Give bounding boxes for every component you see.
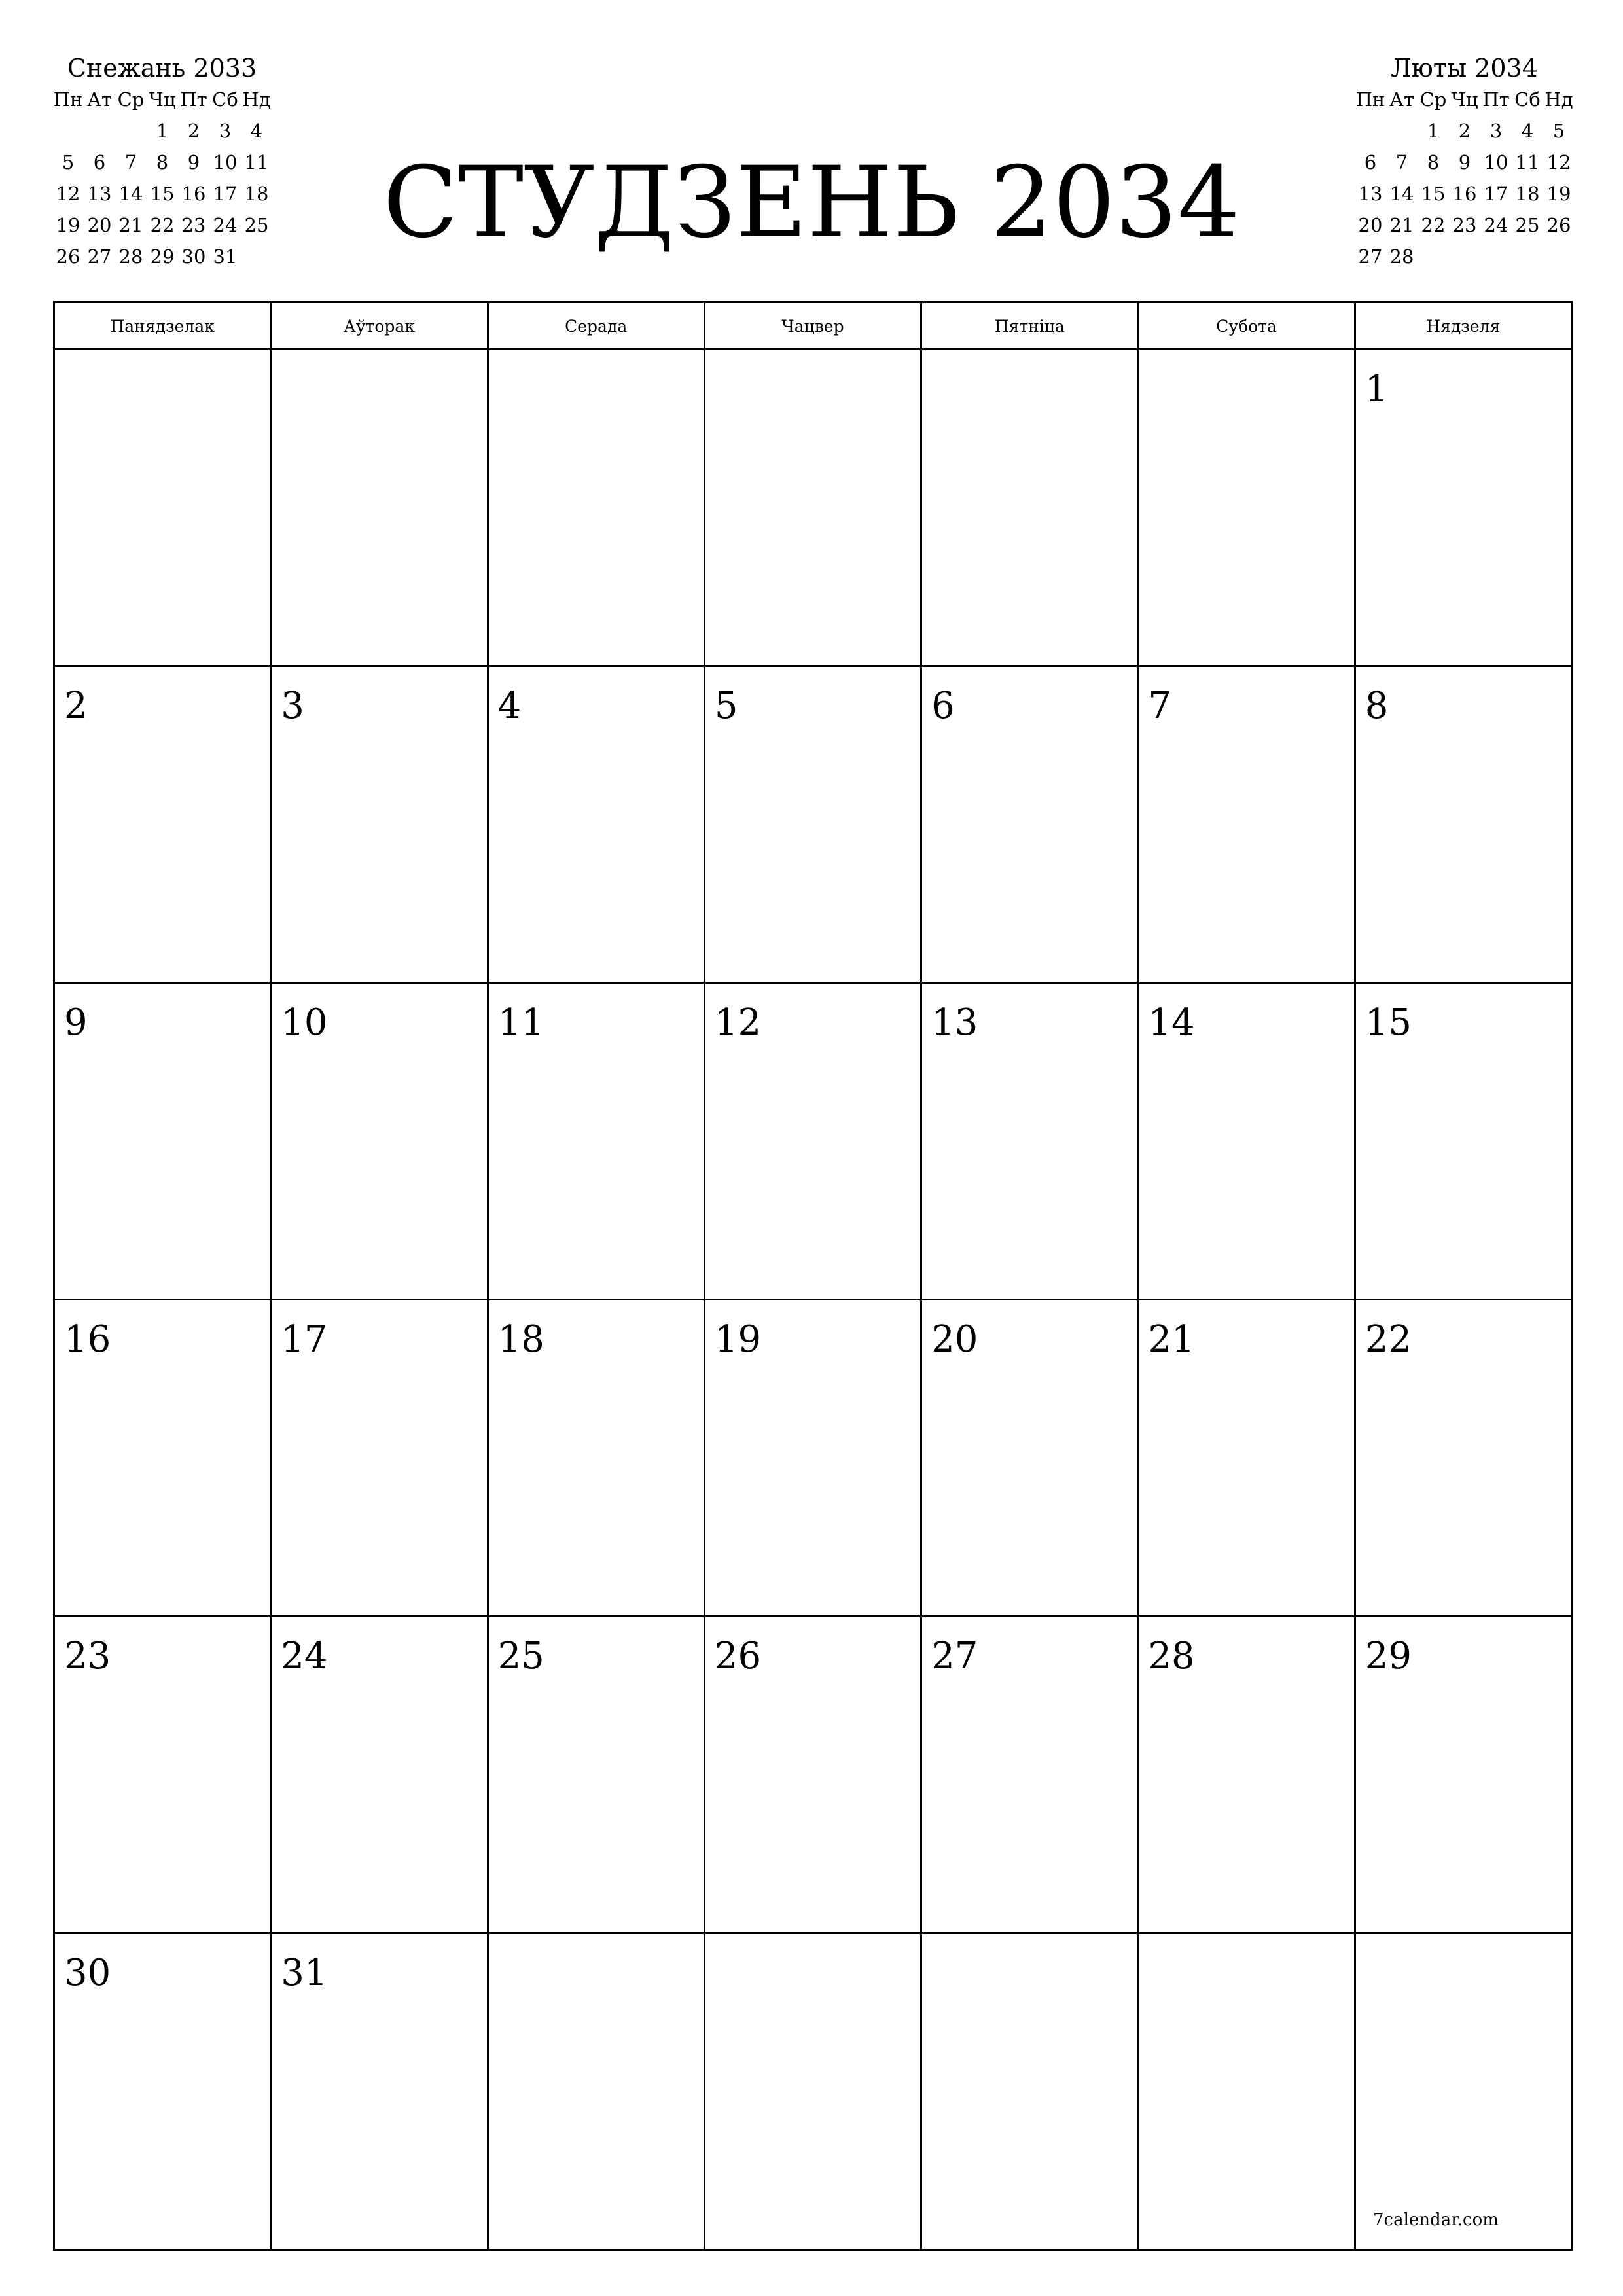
weekday-header: Пятніца (922, 303, 1139, 350)
mini-day: 24 (213, 214, 238, 236)
mini-day: 13 (1358, 183, 1383, 205)
mini-day: 30 (181, 245, 206, 268)
mini-day: 7 (124, 151, 137, 173)
mini-day (1355, 115, 1386, 147)
week-row (55, 1934, 1573, 2251)
mini-day: 22 (150, 214, 175, 236)
week-row (55, 1300, 1573, 1617)
day-cell[interactable] (922, 667, 1139, 984)
mini-day: 19 (56, 214, 80, 236)
mini-weekday: Пн (1355, 88, 1385, 111)
day-number: 26 (714, 1635, 762, 1677)
day-number: 22 (1364, 1318, 1412, 1361)
day-cell[interactable] (489, 350, 705, 667)
day-number: 9 (64, 1001, 88, 1044)
mini-day: 17 (213, 183, 238, 205)
weekday-header: Субота (1139, 303, 1355, 350)
day-number: 7 (1148, 685, 1172, 727)
day-number: 19 (714, 1318, 762, 1361)
day-number: 5 (714, 685, 738, 727)
mini-day: 28 (118, 245, 143, 268)
day-number: 10 (281, 1001, 328, 1044)
mini-day: 11 (1515, 151, 1540, 173)
day-number: 8 (1364, 685, 1389, 727)
day-number: 31 (281, 1952, 328, 1994)
weekday-header-row (55, 303, 1573, 350)
day-cell[interactable] (1139, 1617, 1355, 1934)
mini-day: 24 (1484, 214, 1508, 236)
mini-day: 6 (93, 151, 106, 173)
mini-day: 9 (1458, 151, 1471, 173)
mini-day: 7 (1395, 151, 1408, 173)
day-number: 1 (1364, 368, 1389, 410)
day-cell[interactable] (1356, 1934, 1573, 2251)
day-cell[interactable] (55, 350, 272, 667)
mini-calendar-next (1355, 52, 1574, 272)
mini-day: 15 (150, 183, 175, 205)
day-number: 12 (714, 1001, 762, 1044)
mini-day: 21 (1389, 214, 1414, 236)
day-cell[interactable] (1139, 1934, 1355, 2251)
month-grid (53, 301, 1573, 2251)
mini-day: 10 (213, 151, 238, 173)
day-number: 6 (931, 685, 955, 727)
mini-day: 28 (1389, 245, 1414, 268)
day-number: 28 (1148, 1635, 1195, 1677)
mini-weekday: Ср (117, 88, 145, 111)
mini-day: 4 (250, 120, 263, 142)
day-number: 18 (497, 1318, 544, 1361)
mini-day: 5 (1552, 120, 1565, 142)
mini-day: 25 (244, 214, 269, 236)
day-cell[interactable] (1356, 1300, 1573, 1617)
day-number: 24 (281, 1635, 328, 1677)
day-number: 20 (931, 1318, 978, 1361)
mini-day: 27 (1358, 245, 1383, 268)
footer-credit: 7calendar.com (1373, 2210, 1499, 2230)
mini-day: 5 (62, 151, 75, 173)
mini-day: 23 (1452, 214, 1477, 236)
day-cell[interactable] (1356, 667, 1573, 984)
day-cell[interactable] (705, 984, 922, 1300)
mini-day: 10 (1484, 151, 1508, 173)
day-cell[interactable] (1139, 350, 1355, 667)
day-cell[interactable] (55, 1617, 272, 1934)
mini-day: 14 (118, 183, 143, 205)
mini-weekday: Пт (1482, 88, 1510, 111)
mini-day: 18 (244, 183, 269, 205)
mini-day (115, 115, 147, 147)
week-row (55, 350, 1573, 667)
day-cell[interactable] (922, 1300, 1139, 1617)
day-cell[interactable] (922, 1934, 1139, 2251)
week-row (55, 667, 1573, 984)
day-cell[interactable] (489, 1934, 705, 2251)
mini-day (52, 115, 84, 147)
mini-calendar-prev-title: Снежань 2033 (67, 54, 257, 82)
mini-day: 8 (1427, 151, 1440, 173)
mini-weekday: Ср (1419, 88, 1447, 111)
mini-day (84, 115, 115, 147)
mini-day: 20 (87, 214, 112, 236)
day-cell[interactable] (489, 667, 705, 984)
mini-day: 18 (1515, 183, 1540, 205)
day-cell[interactable] (1139, 667, 1355, 984)
mini-day: 25 (1515, 214, 1540, 236)
mini-calendar-prev-grid (52, 84, 272, 272)
mini-weekday: Пн (53, 88, 83, 111)
mini-weekday: Чц (1451, 88, 1478, 111)
day-number: 30 (64, 1952, 111, 1994)
mini-weekday: Ат (86, 88, 112, 111)
day-cell[interactable] (489, 984, 705, 1300)
mini-weekday: Нд (1544, 88, 1573, 111)
day-cell[interactable] (705, 350, 922, 667)
day-number: 13 (931, 1001, 978, 1044)
mini-day: 1 (1427, 120, 1440, 142)
mini-weekday: Чц (149, 88, 176, 111)
mini-day: 23 (181, 214, 206, 236)
day-cell[interactable] (705, 667, 922, 984)
day-cell[interactable] (489, 1617, 705, 1934)
mini-day: 2 (187, 120, 200, 142)
mini-day: 15 (1421, 183, 1446, 205)
day-cell[interactable] (55, 984, 272, 1300)
page-title: СТУДЗЕНЬ 2034 (383, 146, 1240, 260)
mini-calendar-prev (52, 52, 272, 272)
day-number: 23 (64, 1635, 111, 1677)
mini-day: 22 (1421, 214, 1446, 236)
mini-day: 12 (1546, 151, 1571, 173)
day-cell[interactable] (1356, 1617, 1573, 1934)
mini-weekday: Ат (1389, 88, 1414, 111)
day-cell[interactable] (1139, 1300, 1355, 1617)
day-cell[interactable] (489, 1300, 705, 1617)
weekday-header: Нядзеля (1356, 303, 1573, 350)
mini-day: 29 (150, 245, 175, 268)
day-cell[interactable] (272, 667, 488, 984)
mini-day: 6 (1364, 151, 1377, 173)
day-cell[interactable] (922, 1617, 1139, 1934)
mini-day: 16 (181, 183, 206, 205)
day-cell[interactable] (1356, 350, 1573, 667)
day-number: 16 (64, 1318, 111, 1361)
mini-weekday: Сб (212, 88, 238, 111)
day-cell[interactable] (272, 1934, 488, 2251)
mini-weekday: Пт (180, 88, 207, 111)
day-number: 17 (281, 1318, 328, 1361)
mini-calendar-next-title: Люты 2034 (1391, 54, 1538, 82)
day-number: 25 (497, 1635, 544, 1677)
mini-day: 3 (219, 120, 232, 142)
day-cell[interactable] (1356, 984, 1573, 1300)
mini-weekday: Сб (1514, 88, 1541, 111)
mini-day: 9 (187, 151, 200, 173)
mini-day: 27 (87, 245, 112, 268)
day-number: 11 (497, 1001, 544, 1044)
day-cell[interactable] (922, 984, 1139, 1300)
weekday-header: Аўторак (272, 303, 488, 350)
mini-day: 26 (56, 245, 80, 268)
weekday-header: Серада (489, 303, 705, 350)
mini-day: 13 (87, 183, 112, 205)
day-number: 29 (1364, 1635, 1412, 1677)
day-cell[interactable] (55, 1934, 272, 2251)
mini-day (1386, 115, 1418, 147)
day-cell[interactable] (272, 350, 488, 667)
weekday-header: Чацвер (705, 303, 922, 350)
mini-day: 12 (56, 183, 80, 205)
week-row (55, 984, 1573, 1300)
day-cell[interactable] (272, 984, 488, 1300)
mini-day: 4 (1521, 120, 1534, 142)
day-number: 14 (1148, 1001, 1195, 1044)
mini-day: 31 (213, 245, 238, 268)
mini-day: 19 (1546, 183, 1571, 205)
mini-day: 21 (118, 214, 143, 236)
day-cell[interactable] (1139, 984, 1355, 1300)
day-cell[interactable] (272, 1300, 488, 1617)
day-number: 2 (64, 685, 88, 727)
mini-day: 16 (1452, 183, 1477, 205)
day-cell[interactable] (55, 1300, 272, 1617)
mini-calendar-next-grid (1355, 84, 1575, 272)
day-number: 27 (931, 1635, 978, 1677)
mini-day: 11 (244, 151, 269, 173)
mini-day: 20 (1358, 214, 1383, 236)
mini-day: 2 (1458, 120, 1471, 142)
day-cell[interactable] (705, 1300, 922, 1617)
day-cell[interactable] (922, 350, 1139, 667)
week-row (55, 1617, 1573, 1934)
day-number: 15 (1364, 1001, 1412, 1044)
mini-day: 17 (1484, 183, 1508, 205)
mini-day (241, 241, 272, 272)
day-cell[interactable] (705, 1934, 922, 2251)
mini-day: 8 (156, 151, 169, 173)
day-cell[interactable] (55, 667, 272, 984)
mini-day: 14 (1389, 183, 1414, 205)
day-number: 4 (497, 685, 522, 727)
mini-day: 3 (1489, 120, 1503, 142)
mini-weekday: Нд (242, 88, 271, 111)
day-cell[interactable] (272, 1617, 488, 1934)
mini-day: 1 (156, 120, 169, 142)
mini-day: 26 (1546, 214, 1571, 236)
weekday-header: Панядзелак (55, 303, 272, 350)
day-number: 3 (281, 685, 304, 727)
day-cell[interactable] (705, 1617, 922, 1934)
day-number: 21 (1148, 1318, 1195, 1361)
